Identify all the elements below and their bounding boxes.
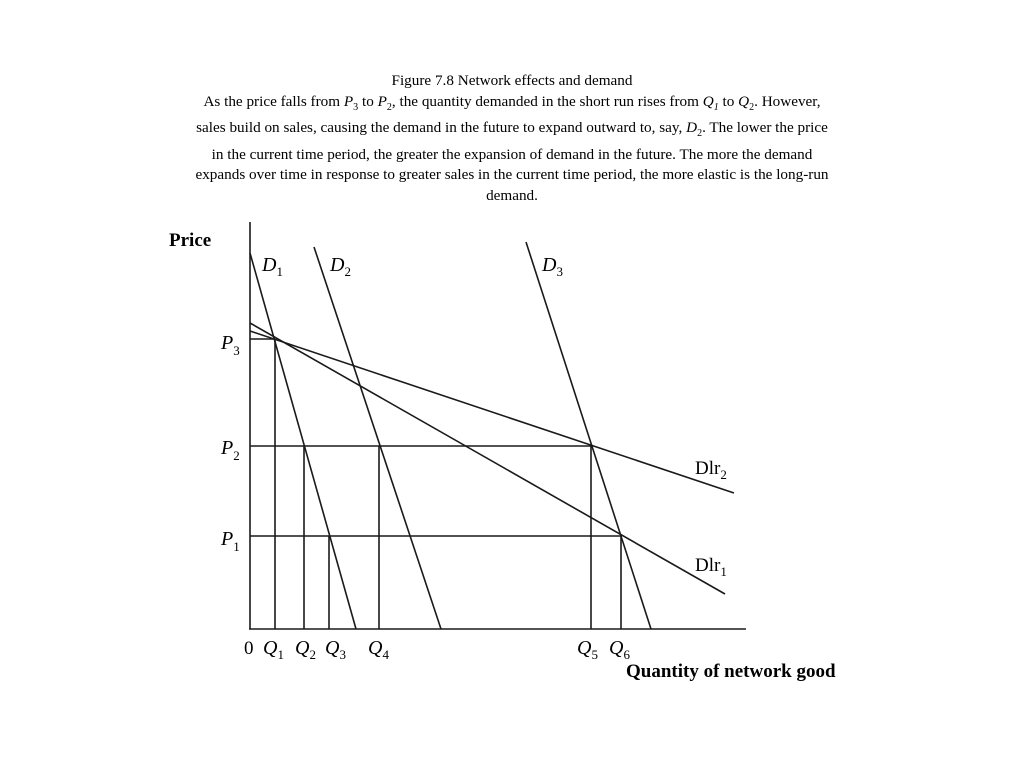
caption-symbol: $Q_1$ [702,92,719,113]
quantity-label-q1: $Q_1$ [263,637,284,662]
caption-symbol: $P_2$ [377,92,392,113]
long-run-demand-dlr2 [250,331,734,493]
demand-curve-d3 [526,242,651,629]
quantity-label-q4: $Q_4$ [368,637,389,662]
caption-text-segment: , the quantity demanded in the short run rises from [391,92,703,110]
caption-text-segment: to [718,92,739,110]
curve-label-d2: $D_2$ [330,254,351,279]
x-axis-title: Quantity of network good [626,661,836,682]
caption-symbol: $Q_2$ [738,92,755,113]
caption-symbol: $D_2$ [686,119,703,140]
curve-label-dlr1: Dlr$_1$ [695,555,727,579]
quantity-label-q2: $Q_2$ [295,637,316,662]
figure-title: Figure 7.8 Network effects and demand [391,72,633,89]
demand-curve-d1 [250,253,356,629]
quantity-label-q3: $Q_3$ [325,637,346,662]
curve-label-dlr2: Dlr$_2$ [695,458,727,482]
long-run-demand-dlr1 [250,323,725,594]
caption-text-segment: . The lower the price in the current time period, the greater the expansion of demand in the future. The more the demand expands over time in response to greater sales in the current time period, the more elastic is the long-run demand. [195,119,829,205]
price-label-p1: $P_1$ [221,528,240,554]
curve-label-d3: $D_3$ [542,254,563,279]
origin-label: 0 [244,638,254,659]
demand-curve-d2 [314,247,441,629]
caption-symbol: $P_3$ [343,92,359,113]
quantity-label-q6: $Q_6$ [609,637,630,662]
caption-text-segment: to [358,92,378,110]
curve-label-d1: $D_1$ [262,254,283,279]
caption-text-segment: . However, sales build on sales, causing the demand in the future to expand outward to, say, [196,92,821,137]
price-label-p3: $P_3$ [221,332,240,358]
y-axis-title: Price [169,230,212,251]
quantity-label-q5: $Q_5$ [577,637,598,662]
caption-text-segment: As the price falls from [203,92,344,110]
price-label-p2: $P_2$ [221,437,240,463]
